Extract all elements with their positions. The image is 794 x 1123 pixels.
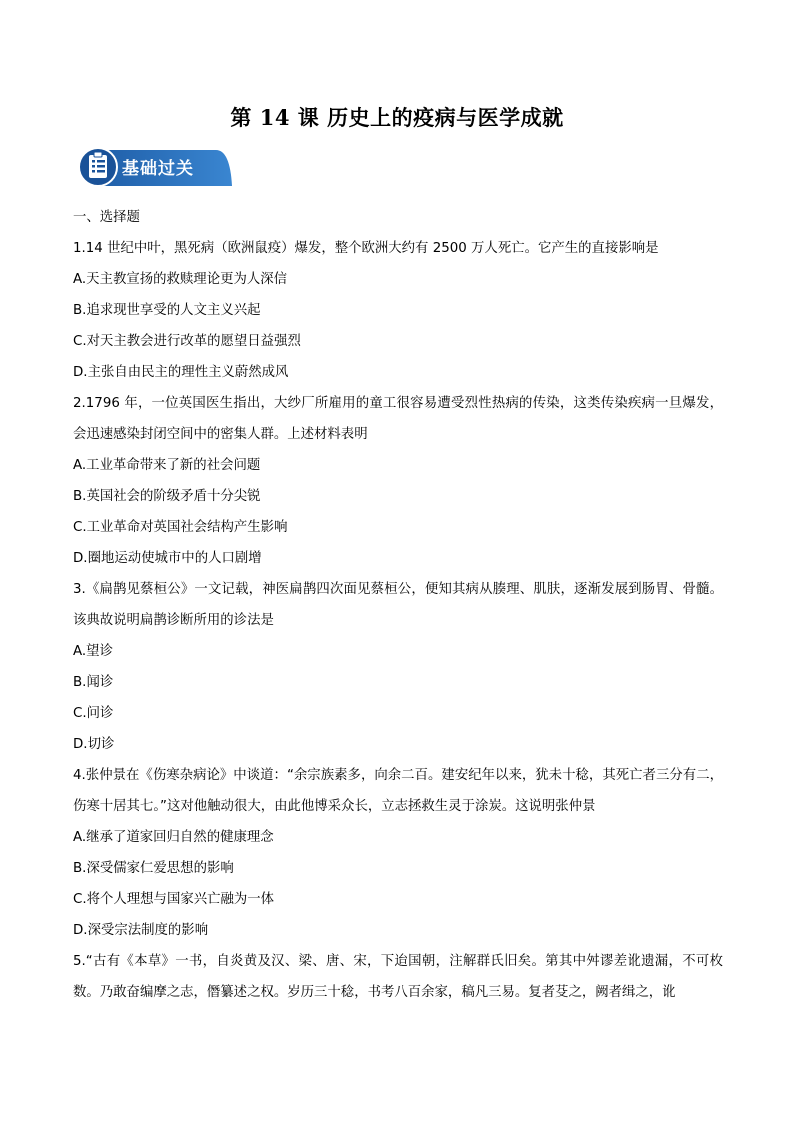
banner-label: 基础过关 [122,159,194,179]
option-c: C.对天主教会进行改革的愿望日益强烈 [73,334,301,349]
option-b: B.闻诊 [73,675,114,690]
question-stem: 4.张仲景在《伤寒杂病论》中谈道：“余宗族素多，向余二百。建安纪年以来，犹未十稔，其死亡者三分有二，伤寒十居其七。”这对他触动很大，由此他博采众长，立志拯救生灵于涂炭。这说明张仲景 [73,768,723,814]
option-b: B.追求现世享受的人文主义兴起 [73,303,261,318]
option-a: A.工业革命带来了新的社会问题 [73,458,261,473]
option-c: C.问诊 [73,706,114,721]
option-b: B.深受儒家仁爱思想的影响 [73,861,234,876]
question-stem: 5.“古有《本草》一书，自炎黄及汉、梁、唐、宋，下迨国朝，注解群氏旧矣。第其中舛谬差讹遗漏，不可枚数。乃敢奋编摩之志，僭纂述之权。岁历三十稔，书考八百余家，稿凡三易。复者芟之，阙者缉之，讹 [73,954,723,1000]
option-b: B.英国社会的阶级矛盾十分尖锐 [73,489,261,504]
question-1 [73,233,723,388]
page-title: 第 14 课 历史上的疫病与医学成就 [230,105,564,130]
option-d: D.主张自由民主的理性主义蔚然成风 [73,365,289,380]
question-stem: 2.1796 年，一位英国医生指出，大纱厂所雇用的童工很容易遭受烈性热病的传染，这类传染疾病一旦爆发，会迅速感染封闭空间中的密集人群。上述材料表明 [73,396,723,442]
option-c: C.工业革命对英国社会结构产生影响 [73,520,288,535]
option-c: C.将个人理想与国家兴亡融为一体 [73,892,275,907]
question-stem: 1.14 世纪中叶，黑死病（欧洲鼠疫）爆发，整个欧洲大约有 2500 万人死亡。它产生的直接影响是 [73,241,659,256]
question-4 [73,760,723,946]
option-d: D.圈地运动使城市中的人口剧增 [73,551,262,566]
option-a: A.望诊 [73,644,113,659]
option-a: A.天主教宣扬的救赎理论更为人深信 [73,272,288,287]
question-stem: 3.《扁鹊见蔡桓公》一文记载，神医扁鹊四次面见蔡桓公，便知其病从腠理、肌肤，逐渐发展到肠胃、骨髓。该典故说明扁鹊诊断所用的诊法是 [73,582,723,628]
section-heading: 一、选择题 [73,210,140,225]
option-a: A.继承了道家回归自然的健康理念 [73,830,274,845]
clipboard-icon [89,152,107,178]
option-d: D.切诊 [73,737,115,752]
question-2 [73,388,723,574]
option-d: D.深受宗法制度的影响 [73,923,209,938]
section-banner [78,146,234,188]
question-list [73,202,723,1008]
question-5 [73,946,723,1008]
question-3 [73,574,723,760]
